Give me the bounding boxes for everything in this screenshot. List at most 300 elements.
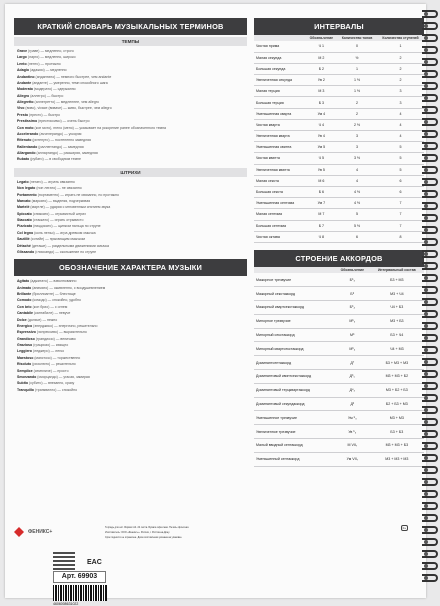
chord-cell: М3 + Б2 + Б3	[370, 383, 424, 397]
chord-cell: Ув ⁵₃	[335, 425, 370, 439]
chord-cell: Д²	[335, 397, 370, 411]
binding-hole-icon	[424, 132, 428, 136]
chord-cell: М3 + М3 + М3	[370, 452, 424, 466]
interval-cell: 2	[377, 63, 424, 74]
interval-cell: М 7	[306, 209, 337, 220]
strokes-section-title: ШТРИХИ	[14, 168, 247, 177]
binding-hole-icon	[424, 516, 428, 520]
interval-cell: Чистая прима	[254, 41, 306, 52]
interval-cell: Чистая кварта	[254, 119, 306, 130]
term-name: Lento	[17, 61, 27, 66]
interval-cell: 2	[377, 52, 424, 63]
interval-cell: Б 7	[306, 220, 337, 231]
tempo-section	[14, 37, 247, 163]
interval-cell: 0	[337, 41, 377, 52]
chord-row	[254, 383, 424, 397]
binding-hole-icon	[424, 372, 428, 376]
eac-mark: EAC	[87, 559, 102, 566]
term-description: (маркато) — выделяя, подчеркивая	[30, 198, 91, 203]
term-name: Allegro	[17, 93, 30, 98]
interval-cell: 7	[377, 209, 424, 220]
term-description: (кон брио) — с огнем	[31, 304, 68, 309]
binding-hole-icon	[424, 444, 428, 448]
binding-hole-icon	[424, 312, 428, 316]
binding-hole-icon	[424, 360, 428, 364]
interval-cell: 6	[377, 186, 424, 197]
chord-cell: Б⁶₄	[335, 300, 370, 314]
interval-row	[254, 186, 424, 197]
chord-cell: Б⁵₃	[335, 273, 370, 287]
binding-hole-icon	[424, 180, 428, 184]
interval-cell: 3	[337, 131, 377, 142]
chord-row	[254, 342, 424, 356]
chord-cell: Д⁴₃	[335, 383, 370, 397]
term-description: (ризолюто) — решительно	[31, 362, 76, 367]
term-description: (леджеро) — легко	[31, 349, 65, 354]
binding-hole-icon	[424, 216, 428, 220]
interval-cell: Б 2	[306, 63, 337, 74]
strokes-section	[14, 168, 247, 256]
term-name: Agitato	[17, 279, 30, 284]
term-description: (транквилло) — спокойно	[33, 387, 78, 392]
interval-row	[254, 119, 424, 130]
chord-cell: Минорное трезвучие	[254, 314, 335, 328]
term-name: Leggiero	[17, 349, 32, 354]
interval-cell: Большая секунда	[254, 63, 306, 74]
chord-row	[254, 425, 424, 439]
interval-cell: 7	[377, 220, 424, 231]
term-description: (легато) — играть связанно	[28, 179, 75, 184]
interval-cell: Малая септима	[254, 209, 306, 220]
term-description: (грациозо) — изящно	[32, 343, 69, 347]
term-description: (сморцандо) — угасая, замирая	[36, 374, 90, 379]
chord-cell: М3 + Б3	[370, 314, 424, 328]
term-description: (ларго) — медленно, широко	[26, 55, 76, 60]
binding-hole-icon	[424, 288, 428, 292]
binding-hole-icon	[424, 120, 428, 124]
chord-cell: М3 + М3 + Б2	[370, 369, 424, 383]
term-name: Grandioso	[17, 336, 35, 341]
article-number: Арт. 69903	[53, 571, 106, 583]
term-description: (грандиозо) — величаво	[34, 336, 76, 341]
chord-header-code: Обозна-чение	[335, 267, 370, 273]
tempo-section-title: ТЕМПЫ	[14, 37, 247, 46]
interval-cell: 5	[377, 142, 424, 153]
term-name: Prestissimo	[17, 119, 38, 124]
chord-cell: Ч4 + Б3	[370, 300, 424, 314]
interval-cell: Малая секунда	[254, 52, 306, 63]
term-description: (модерато) — сдержанно	[32, 87, 76, 92]
chord-cell: Б⁶	[335, 287, 370, 301]
binding-hole-icon	[424, 492, 428, 496]
product-info-line: Срок годности не ограничен. Дата изготовления указана на упаковке.	[105, 536, 183, 539]
interval-row	[254, 153, 424, 164]
term-description: (маэстозо) — торжественно	[33, 355, 81, 360]
interval-cell: 3	[377, 86, 424, 97]
binding-hole-icon	[424, 432, 428, 436]
term-description: (энерджико) — энергично, решительно	[32, 323, 98, 328]
binding-hole-icon	[424, 144, 428, 148]
chord-row	[254, 452, 424, 466]
binding-hole-icon	[424, 528, 428, 532]
interval-row	[254, 41, 424, 52]
interval-cell: 4	[377, 131, 424, 142]
interval-cell: Ч 5	[306, 153, 337, 164]
interval-cell: Уменьшенная кварта	[254, 108, 306, 119]
interval-row	[254, 108, 424, 119]
binding-hole-icon	[424, 420, 428, 424]
product-info-line: Тетрадь для нот. Формат А4. 24 листа. Бумага офсетная. Печать офсетная.	[105, 526, 190, 529]
phoenix-icon	[14, 527, 24, 537]
term-name: Energico	[17, 323, 33, 328]
interval-row	[254, 231, 424, 242]
chord-header-composition: Интервальный состав	[370, 267, 424, 273]
interval-cell: 6	[337, 231, 377, 242]
interval-row	[254, 52, 424, 63]
term-name: Vivo	[17, 106, 25, 111]
binding-hole-icon	[424, 252, 428, 256]
binding-hole-icon	[424, 264, 428, 268]
age-rating-badge: 0+	[402, 526, 406, 530]
binding-hole-icon	[424, 240, 428, 244]
interval-cell: 1 ½	[337, 86, 377, 97]
notebook-sheet	[5, 4, 426, 606]
chord-cell: Уменьшенное трезвучие	[254, 411, 335, 425]
term-description: (мартле) — ударяя с мгновенным снятием звука	[29, 205, 111, 210]
mood-section-title: ОБОЗНАЧЕНИЕ ХАРАКТЕРА МУЗЫКИ	[14, 259, 247, 276]
term-description: (граве) — медленно, строго	[27, 49, 74, 53]
interval-cell: Большая секста	[254, 186, 306, 197]
term-name: Rubato	[17, 157, 30, 162]
term-name: Subito	[17, 381, 29, 386]
chord-row	[254, 397, 424, 411]
term-name: Risoluto	[17, 362, 32, 367]
binding-hole-icon	[424, 348, 428, 352]
interval-cell: Ч 1	[306, 41, 337, 52]
binding-hole-icon	[424, 384, 428, 388]
chord-cell: Доминантовый терцквартаккорд	[254, 383, 335, 397]
chord-cell: Малый вводный септаккорд	[254, 438, 335, 452]
term-description: (комодо) — спокойно, удобно	[31, 298, 81, 303]
interval-cell: 2	[337, 108, 377, 119]
interval-cell: Ум 7	[306, 198, 337, 209]
binding-hole-icon	[424, 552, 428, 556]
binding-hole-icon	[424, 168, 428, 172]
chord-row	[254, 438, 424, 452]
term-name: Comodo	[17, 298, 32, 303]
right-column	[254, 18, 424, 467]
binding-hole-icon	[424, 468, 428, 472]
interval-cell: 4	[337, 164, 377, 175]
term-description: (виво), vivace (виваче) — живо, быстрее, чем allegro	[24, 106, 112, 111]
term-description: (пиццикато) — щипком пальца по струне	[32, 224, 101, 229]
product-info-line: Изготовитель: ООО «Феникс+». Россия, г. Ростов-на-Дону.	[105, 531, 170, 534]
term-name: Grave	[17, 49, 28, 53]
binding-hole-icon	[424, 48, 428, 52]
interval-cell: 2 ½	[337, 119, 377, 130]
interval-cell: 5	[377, 153, 424, 164]
term-description: (кантабиле) — певуче	[32, 311, 71, 316]
term-name: Allegretto	[17, 100, 34, 104]
product-info	[105, 526, 426, 541]
term-description: (дольче) — нежно	[26, 317, 58, 322]
chord-cell: Доминантсептаккорд	[254, 356, 335, 370]
term-name: Allargando	[17, 151, 36, 155]
term-name: Détaché	[17, 243, 31, 248]
term-name: Ritenuto	[17, 138, 32, 143]
term-description: (алларгандо) — расширяя, замедляя	[35, 151, 98, 155]
term-name: Largo	[17, 55, 27, 60]
term-name: Dolce	[17, 317, 27, 322]
chord-cell: Ум VII₇	[335, 452, 370, 466]
term-description: (престо) — быстро	[28, 112, 61, 117]
term-name: Maestoso	[17, 355, 34, 360]
interval-cell: 7	[377, 198, 424, 209]
interval-cell: 4 ½	[337, 198, 377, 209]
binding-hole-icon	[424, 36, 428, 40]
chord-row	[254, 369, 424, 383]
interval-cell: Ув 4	[306, 131, 337, 142]
term-name: Con brio	[17, 304, 32, 309]
term-description: (субито) — внезапно, сразу	[28, 381, 75, 386]
interval-cell: Уменьшенная септима	[254, 198, 306, 209]
mood-terms	[14, 276, 247, 393]
chord-cell: Б3 + Б3	[370, 425, 424, 439]
interval-cell: 2	[377, 75, 424, 86]
chord-cell: М⁶	[335, 328, 370, 342]
stroke-terms	[14, 177, 247, 256]
brand-name: ФЕНИКС+	[28, 529, 53, 535]
interval-cell: 3 ½	[337, 153, 377, 164]
term-name: Martelé	[17, 205, 30, 210]
tempo-terms	[14, 46, 247, 163]
interval-row	[254, 63, 424, 74]
interval-header-tones: Количество тонов	[337, 35, 377, 41]
term-description: (андантино) — немного быстрее, чем andante	[34, 74, 112, 79]
chord-cell: Д⁶₅	[335, 369, 370, 383]
dictionary-title: КРАТКИЙ СЛОВАРЬ МУЗЫКАЛЬНЫХ ТЕРМИНОВ	[14, 18, 247, 35]
chord-row	[254, 356, 424, 370]
interval-cell: 1 ½	[337, 75, 377, 86]
term-name: Semplice	[17, 368, 33, 373]
interval-cell: Б 3	[306, 97, 337, 108]
interval-cell: М 6	[306, 175, 337, 186]
binding-hole-icon	[424, 276, 428, 280]
term-description: (ленто) — протяжно	[26, 61, 61, 66]
term-description: (аллегретто) — медленнее, чем allegro	[33, 100, 99, 104]
term-description: (аччелерандо) — ускоряя	[38, 131, 82, 136]
interval-cell: Уменьшенная квинта	[254, 142, 306, 153]
chord-cell: М VII₇	[335, 438, 370, 452]
binding-hole-icon	[424, 564, 428, 568]
term-name: Adagio	[17, 68, 30, 73]
chord-cell: Б3 + М3 + М3	[370, 356, 424, 370]
binding-hole-icon	[424, 24, 428, 28]
term-name: Marcato	[17, 198, 31, 203]
term-description: (глиссандо) — скольжение по струне	[34, 249, 97, 254]
binding-hole-icon	[424, 72, 428, 76]
spiral-binding	[422, 10, 440, 590]
binding-hole-icon	[424, 84, 428, 88]
interval-cell: 4	[377, 108, 424, 119]
binding-hole-icon	[424, 108, 428, 112]
interval-cell: 5	[337, 209, 377, 220]
chord-cell: Минорный секстаккорд	[254, 328, 335, 342]
term-item	[17, 387, 244, 393]
binding-hole-icon	[424, 576, 428, 580]
term-name: Legato	[17, 179, 29, 184]
chords-title: СТРОЕНИЕ АККОРДОВ	[254, 250, 424, 267]
binding-hole-icon	[424, 456, 428, 460]
term-name: Accelerando	[17, 131, 39, 136]
interval-cell: 5 ½	[337, 220, 377, 231]
interval-cell: 2	[337, 97, 377, 108]
binding-hole-icon	[424, 324, 428, 328]
left-column	[14, 18, 247, 393]
footer-brand-block	[14, 526, 104, 606]
chord-cell: Ч4 + М3	[370, 342, 424, 356]
interval-row	[254, 209, 424, 220]
term-description: (анданте) — умеренно, темп спокойного шага	[31, 80, 108, 85]
chord-row	[254, 328, 424, 342]
interval-cell: 1	[337, 63, 377, 74]
term-description: (деташе) — раздельными движениями смычка	[30, 243, 109, 248]
term-name: Presto	[17, 112, 29, 117]
term-description: (сотийе) — прыгающим смычком	[29, 237, 85, 242]
interval-cell: Большая септима	[254, 220, 306, 231]
interval-cell: Ч 8	[306, 231, 337, 242]
term-description: (адажио) — медленно	[29, 68, 67, 73]
chord-cell: Б2 + Б3 + М3	[370, 397, 424, 411]
binding-hole-icon	[424, 204, 428, 208]
interval-header-code: Обозна-чение	[306, 35, 337, 41]
term-name: Andantino	[17, 74, 35, 79]
chord-row	[254, 273, 424, 287]
chord-cell: Увеличенное трезвучие	[254, 425, 335, 439]
term-description: (кон мото), meno (мено) — указывает на ускорение ранее обозначенного темпа	[33, 125, 167, 130]
interval-cell: Большая терция	[254, 97, 306, 108]
interval-cell: 4	[337, 175, 377, 186]
interval-row	[254, 86, 424, 97]
interval-cell: Ув 5	[306, 164, 337, 175]
term-description: (раллентандо) — замедляя	[37, 144, 84, 149]
term-description: (нон легато) — не связанно	[35, 186, 82, 191]
interval-cell: Чистая квинта	[254, 153, 306, 164]
term-name: Staccato	[17, 218, 32, 222]
chord-cell: Б3 + Ч4	[370, 328, 424, 342]
interval-cell: М 2	[306, 52, 337, 63]
term-description: (семпличе) — просто	[32, 368, 69, 373]
chord-cell: Доминантовый квинтсекстаккорд	[254, 369, 335, 383]
barcode-number: 4606008631022	[53, 602, 79, 606]
term-name: Moderato	[17, 87, 33, 92]
interval-cell: Увеличенная кварта	[254, 131, 306, 142]
term-name: Non legato	[17, 186, 36, 191]
term-name: Spiccato	[17, 211, 32, 216]
term-description: (анимато) — оживленно, с воодушевлением	[31, 285, 106, 290]
term-description: (ритенуто) — постепенно замедляя	[31, 138, 91, 143]
term-name: Portamento	[17, 192, 37, 197]
intervals-title: ИНТЕРВАЛЫ	[254, 18, 424, 35]
chord-cell: М⁵₃	[335, 314, 370, 328]
interval-cell: Малая терция	[254, 86, 306, 97]
term-name: Espressivo	[17, 330, 36, 335]
interval-row	[254, 75, 424, 86]
term-name: Cantabile	[17, 311, 33, 316]
binding-hole-icon	[424, 396, 428, 400]
term-description: (бриллианте) — блестяще	[31, 292, 76, 296]
binding-hole-icon	[424, 504, 428, 508]
interval-cell: Ум 5	[306, 142, 337, 153]
chord-cell: Доминантовый секундаккорд	[254, 397, 335, 411]
interval-row	[254, 164, 424, 175]
interval-cell: 8	[377, 231, 424, 242]
term-description: (престиссимо) — очень быстро	[37, 119, 90, 124]
binding-hole-icon	[424, 408, 428, 412]
chord-cell: М3 + Ч4	[370, 287, 424, 301]
interval-cell: 4	[377, 119, 424, 130]
term-description: (стаккато) — играть отрывисто	[31, 218, 84, 222]
chord-cell: Ум ⁵₃	[335, 411, 370, 425]
term-description: (аллегро) — быстро	[29, 93, 64, 98]
term-description: (портаменто) — играть не связанно, но протяжно	[36, 192, 119, 197]
term-name: Col legno	[17, 230, 34, 235]
term-name: Pizzicato	[17, 224, 33, 229]
interval-cell: Ув 2	[306, 75, 337, 86]
chord-cell: М3 + М3 + Б3	[370, 438, 424, 452]
interval-header-steps: Количество ступеней	[377, 35, 424, 41]
term-item	[17, 249, 244, 255]
term-item	[17, 156, 244, 162]
chord-cell: Мажорное трезвучие	[254, 273, 335, 287]
term-name: Animato	[17, 285, 32, 290]
interval-cell: Увеличенная квинта	[254, 164, 306, 175]
binding-hole-icon	[424, 228, 428, 232]
term-name: Andante	[17, 80, 32, 85]
term-name: Brillante	[17, 292, 32, 296]
barcode-icon	[53, 585, 107, 601]
chord-row	[254, 314, 424, 328]
chord-cell: Мажорный секстаккорд	[254, 287, 335, 301]
chord-row	[254, 411, 424, 425]
brand-logo	[14, 526, 104, 538]
binding-hole-icon	[424, 156, 428, 160]
chords-table	[254, 267, 424, 467]
term-description: (спиккато) — отрывистый штрих	[31, 211, 86, 216]
interval-cell: Б 6	[306, 186, 337, 197]
chord-cell: Уменьшенный септаккорд	[254, 452, 335, 466]
binding-hole-icon	[424, 60, 428, 64]
interval-cell: 4 ½	[337, 186, 377, 197]
interval-row	[254, 175, 424, 186]
chord-cell: М⁶₄	[335, 342, 370, 356]
interval-cell: 5	[377, 164, 424, 175]
binding-hole-icon	[424, 540, 428, 544]
chord-row	[254, 287, 424, 301]
term-name: Sautillé	[17, 237, 30, 242]
interval-cell: Чистая октава	[254, 231, 306, 242]
chord-cell: Д⁷	[335, 356, 370, 370]
interval-cell: Ч 4	[306, 119, 337, 130]
term-name: Tranquillo	[17, 387, 34, 392]
interval-row	[254, 131, 424, 142]
interval-cell: 6	[377, 175, 424, 186]
term-description: (рубато) — в свободном темпе	[29, 157, 81, 162]
interval-cell: 3	[377, 97, 424, 108]
interval-row	[254, 97, 424, 108]
chord-cell: Мажорный квартсекстаккорд	[254, 300, 335, 314]
binding-hole-icon	[424, 300, 428, 304]
